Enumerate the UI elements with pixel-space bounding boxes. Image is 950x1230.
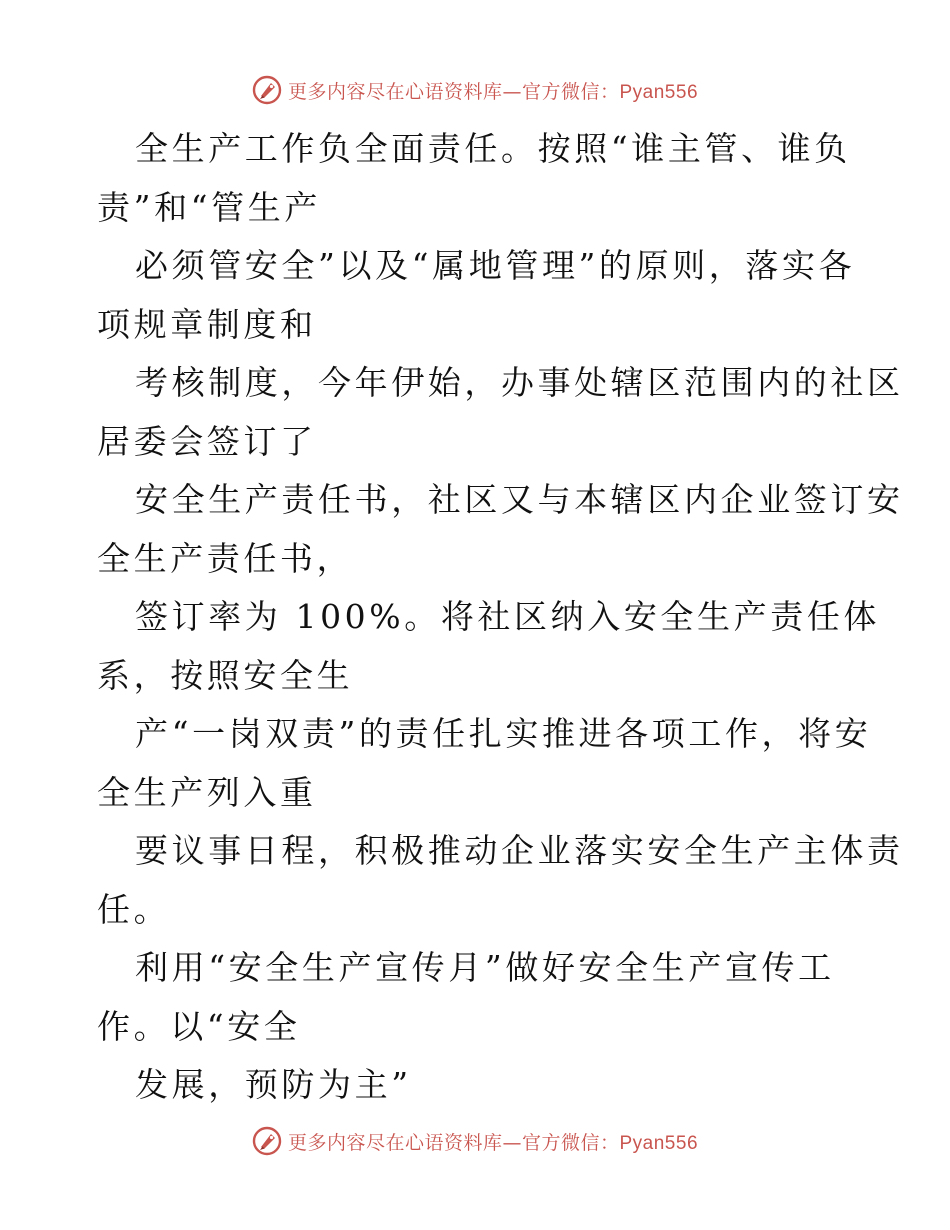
body-line: 项规章制度和 xyxy=(97,304,317,344)
body-line: 要议事日程，积极推动企业落实安全生产主体责 xyxy=(135,831,904,870)
body-line: 必须管安全”以及“属地管理”的原则，落实各 xyxy=(135,246,856,285)
watermark-text: 更多内容尽在心语资料库—官方微信：Pyan556 xyxy=(287,1131,699,1154)
document-body xyxy=(97,120,904,1115)
header-watermark xyxy=(0,70,950,110)
body-line: 考核制度，今年伊始，办事处辖区范围内的社区 xyxy=(135,363,904,402)
body-line: 居委会签订了 xyxy=(97,421,317,461)
pen-nib-circle-icon xyxy=(252,75,282,105)
body-line: 签订率为 100%。将社区纳入安全生产责任体 xyxy=(135,597,881,636)
footer-watermark xyxy=(0,1121,950,1161)
body-line: 产“一岗双责”的责任扎实推进各项工作，将安 xyxy=(135,714,872,753)
body-line: 责”和“管生产 xyxy=(97,187,321,227)
body-line: 利用“安全生产宣传月”做好安全生产宣传工 xyxy=(135,948,835,987)
body-line: 全生产责任书， xyxy=(97,538,354,578)
watermark-text: 更多内容尽在心语资料库—官方微信：Pyan556 xyxy=(287,80,699,103)
body-line: 全生产工作负全面责任。按照“谁主管、谁负 xyxy=(135,129,851,168)
body-line: 发展，预防为主” xyxy=(135,1065,412,1104)
pen-nib-circle-icon xyxy=(252,1126,282,1156)
body-line: 任。 xyxy=(97,889,171,929)
body-line: 安全生产责任书，社区又与本辖区内企业签订安 xyxy=(135,480,904,519)
body-line: 系，按照安全生 xyxy=(97,655,354,695)
body-line: 全生产列入重 xyxy=(97,772,317,812)
body-line: 作。以“安全 xyxy=(97,1006,301,1046)
